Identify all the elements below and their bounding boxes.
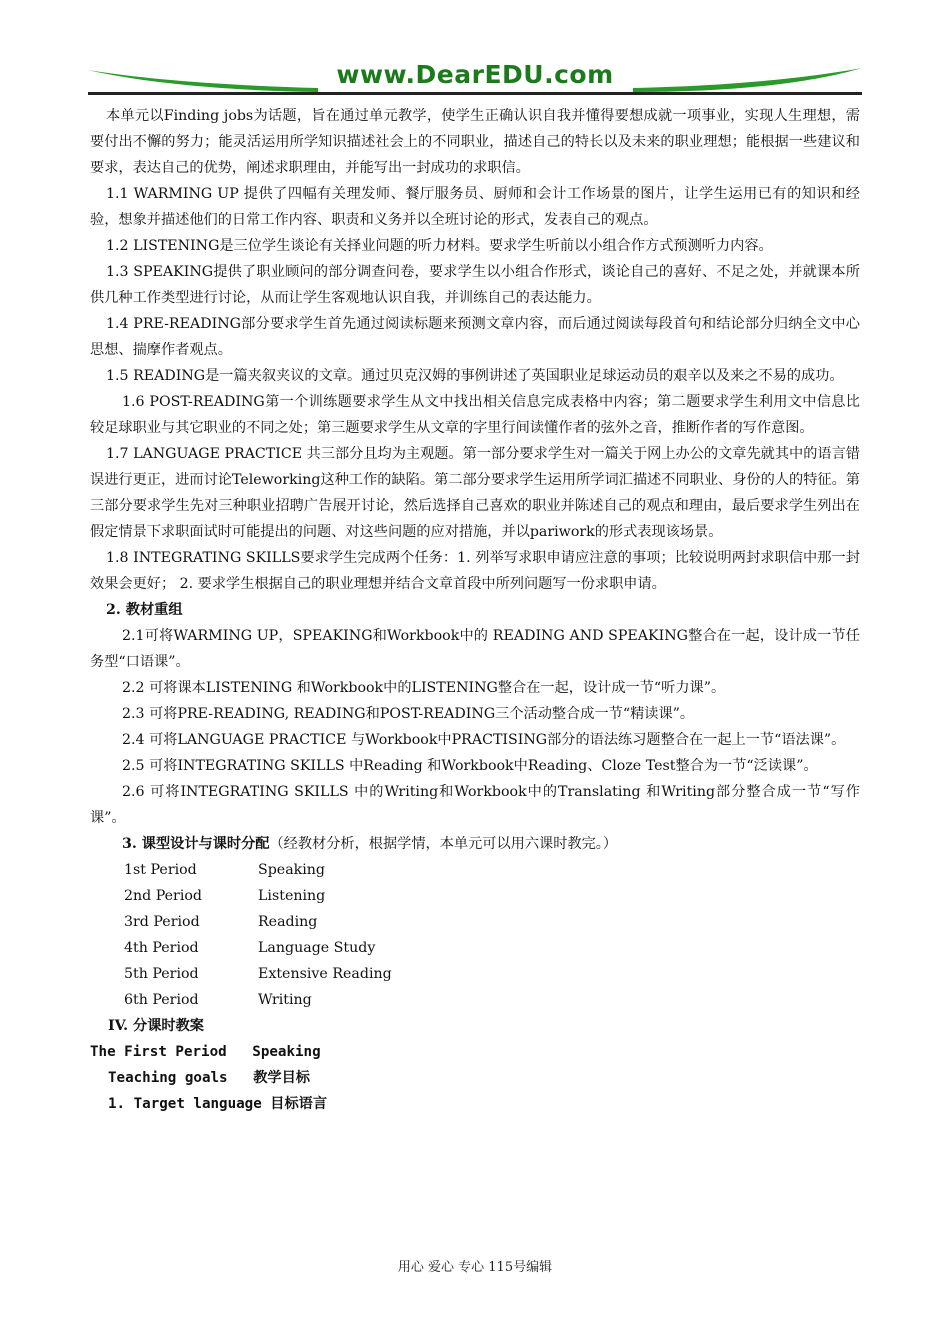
period-label: 2nd Period [124,888,203,904]
reorg-paragraph: 2.6 可将INTEGRATING SKILLS 中的Writing和Workbook中的Translating 和Writing部分整合成一节“写作课”。 [90,784,860,826]
section-paragraph: 1.1 WARMING UP 提供了四幅有关理发师、餐厅服务员、厨师和会计工作场景的图片，让学生运用已有的知识和经验，想象并描述他们的日常工作内容、职责和义务并以全班讨论的形式，发表自己的观点。 [90,186,860,228]
reorg-paragraph: 2.1可将WARMING UP，SPEAKING和Workbook中的 READING AND SPEAKING整合在一起，设计成一节任务型“口语课”。 [90,628,860,670]
section-paragraph: 1.6 POST-READING第一个训练题要求学生从文中找出相关信息完成表格中内容；第二题要求学生利用文中信息比较足球职业与其它职业的不同之处；第三题要求学生从文章的字里行间读懂作者的弦外之音，推断作者的写作意图。 [90,394,860,436]
heading-reorganization: 2. 教材重组 [106,602,183,618]
heading-lesson-plans: IV. 分课时教案 [108,1018,204,1034]
section-paragraph: 1.2 LISTENING是三位学生谈论有关择业问题的听力材料。要求学生听前以小组合作方式预测听力内容。 [106,238,773,254]
period-label: 3rd Period [124,914,200,930]
heading-periods-title: 3. 课型设计与课时分配 [122,836,270,852]
period-label: 1st Period [124,862,197,878]
lesson-title: The First Period Speaking [90,1044,321,1060]
list-item [124,857,860,883]
period-topic: Speaking [258,862,326,878]
heading-periods [90,831,860,857]
list-item [124,935,860,961]
section-paragraph: 1.8 INTEGRATING SKILLS要求学生完成两个任务：1. 列举写求职申请应注意的事项；比较说明两封求职信中那一封效果会更好； 2. 要求学生根据自己的职业理想并结合文章首段中所列问题写一份求职申请。 [90,550,860,592]
document-body [90,103,860,1117]
intro-paragraph: 本单元以Finding jobs为话题，旨在通过单元教学，使学生正确认识自我并懂得要想成就一项事业，实现人生理想，需要付出不懈的努力；能灵活运用所学知识描述社会上的不同职业，描述自己的特长以及未来的职业理想；能根据一些建议和要求，表达自己的优势，阐述求职理由，并能写出一封成功的求职信。 [90,108,860,176]
site-logo[interactable]: www.DearEDU.com [336,60,614,89]
list-item [124,883,860,909]
period-topic: Writing [258,992,312,1008]
section-paragraph: 1.7 LANGUAGE PRACTICE 共三部分且均为主观题。第一部分要求学生对一篇关于网上办公的文章先就其中的语言错误进行更正，进而讨论Teleworking这种工作的缺陷。第二部分要求学生运用所学词汇描述不同职业、身份的人的特征。第三部分要求学生先对三种职业招聘广告展开讨论，然后选择自己喜欢的职业并陈述自己的观点和理由，最后要求学生列出在假定情景下求职面试时可能提出的问题、对这些问题的应对措施，并以pariwork的形式表现该场景。 [90,446,860,540]
period-label: 4th Period [124,940,199,956]
list-item [124,909,860,935]
section-paragraph: 1.4 PRE-READING部分要求学生首先通过阅读标题来预测文章内容，而后通过阅读每段首句和结论部分归纳全文中心思想、揣摩作者观点。 [90,316,860,358]
section-paragraph: 1.3 SPEAKING提供了职业顾问的部分调查问卷，要求学生以小组合作形式，谈论自己的喜好、不足之处，并就课本所供几种工作类型进行讨论，从而让学生客观地认识自我，并训练自己的表达能力。 [90,264,860,306]
period-topic: Extensive Reading [258,966,392,982]
period-topic: Language Study [258,940,376,956]
list-item [124,987,860,1013]
target-language-heading: 1. Target language 目标语言 [108,1096,328,1112]
reorg-paragraph: 2.3 可将PRE-READING, READING和POST-READING三个活动整合成一节“精读课”。 [122,706,695,722]
section-paragraph: 1.5 READING是一篇夹叙夹议的文章。通过贝克汉姆的事例讲述了英国职业足球运动员的艰辛以及来之不易的成功。 [106,368,844,384]
period-list [90,857,860,1013]
heading-periods-note: （经教材分析，根据学情，本单元可以用六课时教完。） [269,836,618,852]
list-item [124,961,860,987]
teaching-goals-heading: Teaching goals 教学目标 [108,1070,310,1086]
page-footer: 用心 爱心 专心 115号编辑 [397,1260,553,1275]
period-topic: Reading [258,914,318,930]
site-header [88,58,862,98]
period-label: 6th Period [124,992,199,1008]
reorg-paragraph: 2.2 可将课本LISTENING 和Workbook中的LISTENING整合在一起，设计成一节“听力课”。 [122,680,726,696]
reorg-paragraph: 2.4 可将LANGUAGE PRACTICE 与Workbook中PRACTISING部分的语法练习题整合在一起上一节“语法课”。 [122,732,846,748]
period-topic: Listening [258,888,326,904]
period-label: 5th Period [124,966,199,982]
reorg-paragraph: 2.5 可将INTEGRATING SKILLS 中Reading 和Workbook中Reading、Cloze Test整合为一节“泛读课”。 [122,758,818,774]
